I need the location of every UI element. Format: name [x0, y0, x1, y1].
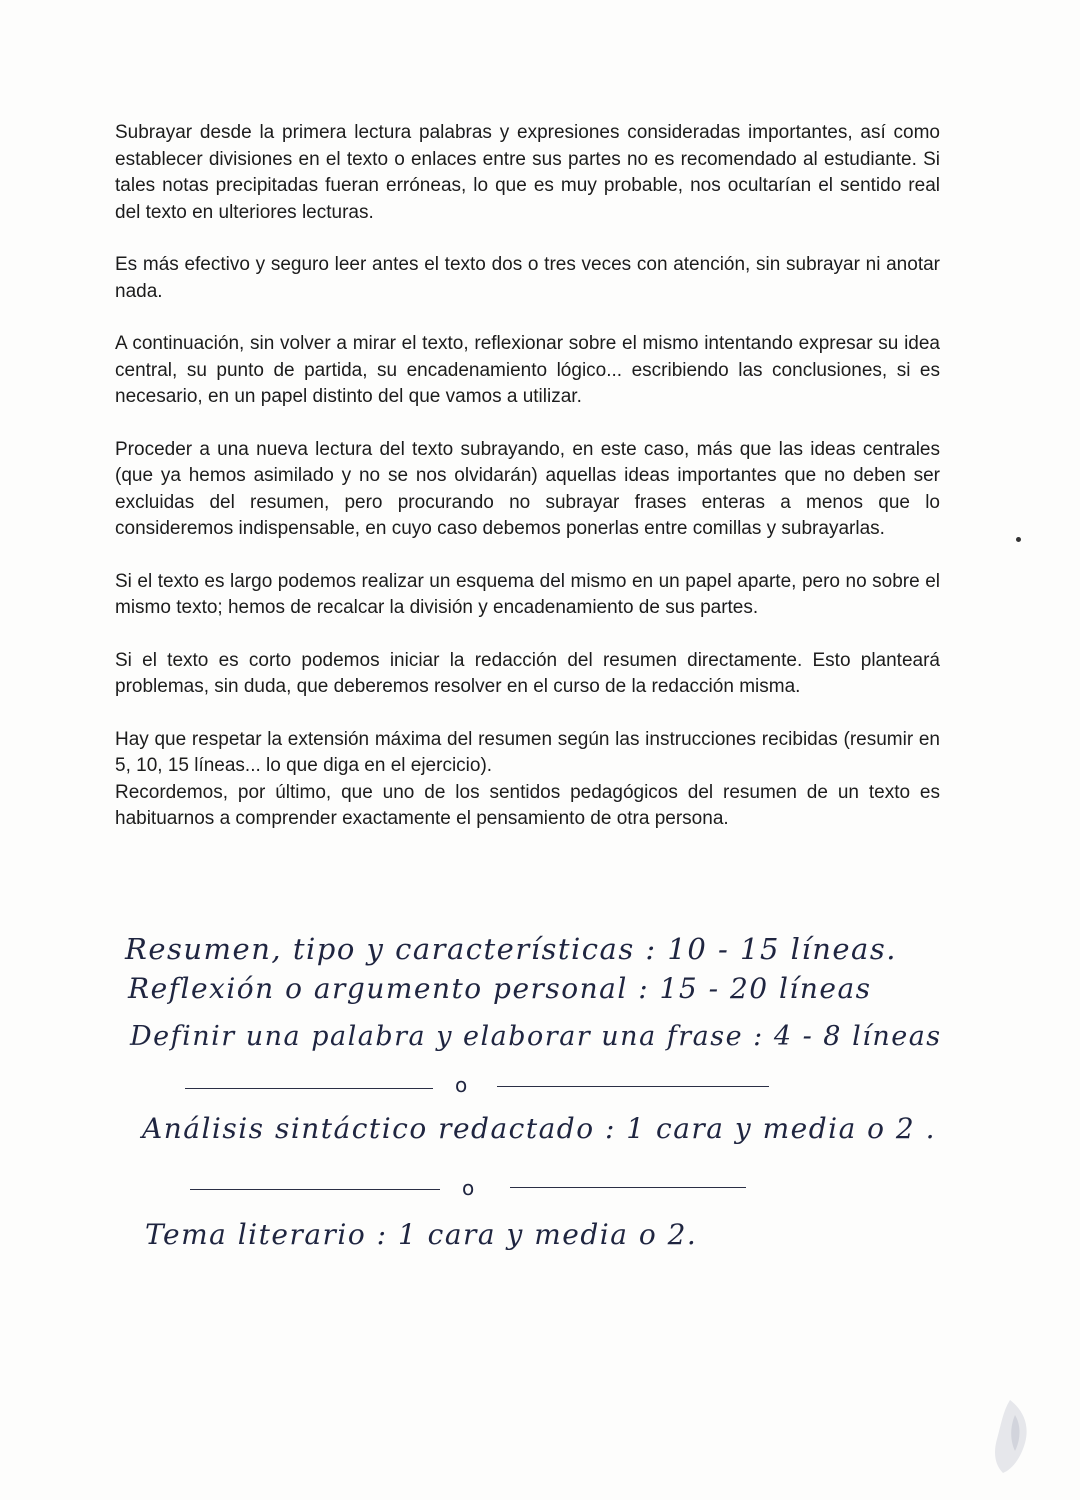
- handwritten-line-tema: Tema literario : 1 cara y media o 2.: [145, 1218, 698, 1251]
- separator-rule-left-1: [185, 1088, 433, 1089]
- handwritten-line-reflexion: Reflexión o argumento personal : 15 - 20 líneas: [128, 972, 872, 1005]
- paragraph-subrayar: Subrayar desde la primera lectura palabras y expresiones consideradas importantes, así como establecer divisiones en el texto o enlaces entre sus partes no es recomendado al estudiante. Si tales notas precipitadas fueran erróneas, lo que es muy probable, nos ocultarían el sentido real del texto en ulteriores lecturas.: [115, 122, 940, 223]
- handwritten-line-definir: Definir una palabra y elaborar una frase : 4 - 8 líneas: [130, 1021, 942, 1052]
- separator-rule-left-2: [190, 1189, 440, 1190]
- separator-letter-2: o: [462, 1176, 475, 1200]
- handwritten-line-analisis: Análisis sintáctico redactado : 1 cara y media o 2 .: [142, 1112, 937, 1145]
- separator-rule-right-2: [510, 1187, 746, 1188]
- paper-smudge: [975, 1395, 1035, 1475]
- paragraph-proceder: Proceder a una nueva lectura del texto subrayando, en este caso, más que las ideas centrales (que ya hemos asimilado y no se nos olvidarán) aquellas ideas importantes que no deben ser excluidas del resumen, pero procurando no subrayar frases enteras a menos que lo consideremos indispensable, en cuyo caso debemos ponerlas entre comillas y subrayarlas.: [115, 438, 940, 539]
- separator-rule-right-1: [497, 1086, 769, 1087]
- paragraph-extension: Hay que respetar la extensión máxima del resumen según las instrucciones recibidas (resumir en 5, 10, 15 líneas... lo que diga en el ejercicio).: [115, 728, 940, 776]
- paragraph-recordemos: Recordemos, por último, que uno de los sentidos pedagógicos del resumen de un texto es habituarnos a comprender exactamente el pensamiento de otra persona.: [115, 781, 940, 829]
- paragraph-texto-corto: Si el texto es corto podemos iniciar la redacción del resumen directamente. Esto planteará problemas, sin duda, que deberemos resolver en el curso de la redacción misma.: [115, 649, 940, 697]
- paragraph-es-mas-efectivo: Es más efectivo y seguro leer antes el texto dos o tres veces con atención, sin subrayar ni anotar nada.: [115, 254, 940, 302]
- paragraph-a-continuacion: A continuación, sin volver a mirar el texto, reflexionar sobre el mismo intentando expresar su idea central, su punto de partida, su encadenamiento lógico... escribiendo las conclusiones, si es necesario, en un papel distinto del que vamos a utilizar.: [115, 333, 940, 407]
- separator-letter-1: o: [455, 1073, 468, 1097]
- handwritten-line-resumen: Resumen, tipo y características : 10 - 15 líneas.: [125, 932, 897, 966]
- paragraph-texto-largo: Si el texto es largo podemos realizar un esquema del mismo en un papel aparte, pero no sobre el mismo texto; hemos de recalcar la división y encadenamiento de sus partes.: [115, 570, 940, 618]
